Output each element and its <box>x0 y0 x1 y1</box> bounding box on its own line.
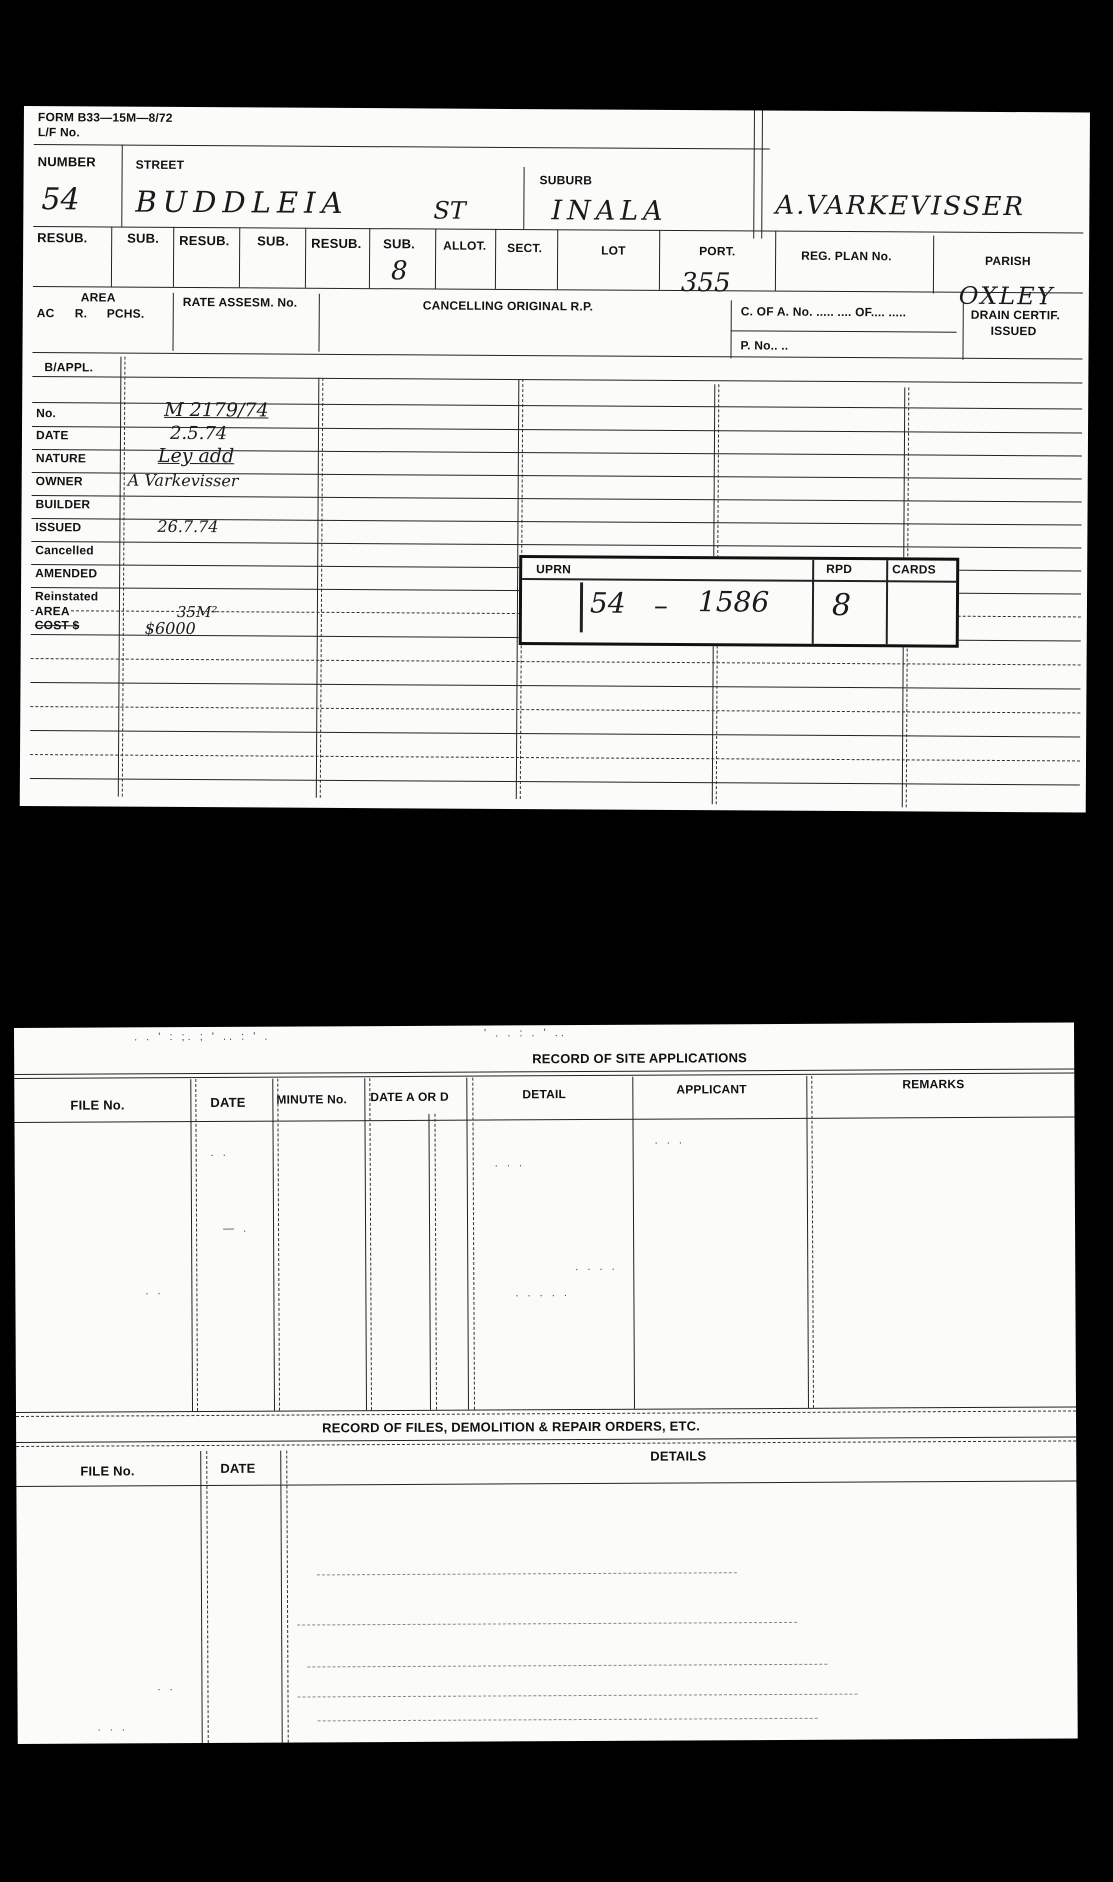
row-label-cancelled: Cancelled <box>35 543 94 558</box>
site-col-remarks: REMARKS <box>902 1077 965 1092</box>
rule <box>121 145 123 227</box>
resub-label: RESUB. <box>179 232 230 249</box>
print-speckle: . . <box>210 1146 229 1159</box>
p-no-label: P. No.. .. <box>740 338 789 353</box>
site-col-date-a-or-d: DATE A OR D <box>370 1089 449 1105</box>
uprn-value-b: 1586 <box>697 585 770 619</box>
bappl-cost-value: $6000 <box>144 618 196 639</box>
resub-label: RESUB. <box>311 235 362 252</box>
print-speckle: . . ' : ;. ; ' .. : ' . <box>134 1030 271 1044</box>
rule <box>730 300 731 358</box>
rule <box>297 1622 797 1626</box>
rule <box>434 1114 437 1410</box>
rule <box>206 1451 209 1743</box>
rule <box>466 1078 469 1410</box>
rule <box>277 1079 280 1411</box>
site-col-file-no: FILE No. <box>70 1097 125 1113</box>
row-label-nature: NATURE <box>35 451 87 466</box>
owner-top-value: A.VARKEVISSER <box>775 190 1026 223</box>
pchs-label: PCHS. <box>106 306 145 321</box>
rule <box>190 1079 193 1411</box>
port-label: PORT. <box>699 244 736 259</box>
bappl-area-value: 35M² <box>176 602 218 622</box>
rule <box>30 730 1080 737</box>
bappl-owner-value: A Varkevisser <box>127 470 239 491</box>
uprn-stamp-box <box>519 555 960 648</box>
rule <box>632 1077 635 1409</box>
site-col-detail: DETAIL <box>522 1087 567 1102</box>
parish-value: OXLEY <box>958 281 1055 311</box>
rule <box>775 231 776 291</box>
print-speckle: . . . <box>97 1721 128 1734</box>
lot-label: LOT <box>601 243 626 258</box>
site-applications-title: RECORD OF SITE APPLICATIONS <box>532 1050 748 1067</box>
row-label-cost: COST $ <box>34 618 80 633</box>
site-records-card <box>14 1022 1078 1744</box>
row-label-amended: AMENDED <box>35 566 98 581</box>
print-speckle: ' . . : . ' .. <box>484 1027 567 1040</box>
rule <box>14 1116 1074 1123</box>
sub-value: 8 <box>390 256 408 287</box>
number-label: NUMBER <box>37 154 96 170</box>
rule <box>364 1078 367 1410</box>
rule <box>280 1451 283 1743</box>
rule <box>933 236 934 294</box>
rule <box>812 560 815 644</box>
rule <box>557 229 558 289</box>
files-col-details: DETAILS <box>650 1448 707 1464</box>
print-speckle: . . . . . <box>515 1287 570 1300</box>
rule <box>111 227 112 287</box>
row-label-issued: ISSUED <box>35 520 82 535</box>
rule <box>811 1076 814 1408</box>
c-of-a-label: C. OF A. No. ..... .... OF.... ..... <box>740 304 907 320</box>
street-type-value: ST <box>433 196 466 225</box>
rule <box>317 1572 737 1575</box>
print-speckle: . . . <box>654 1134 685 1147</box>
sub-label: SUB. <box>257 233 290 249</box>
rule <box>428 1114 431 1410</box>
rule <box>523 167 524 229</box>
rule <box>32 495 1082 502</box>
rule <box>435 229 436 289</box>
files-col-file-no: FILE No. <box>80 1463 135 1479</box>
parish-label: PARISH <box>985 253 1031 269</box>
suburb-value: INALA <box>551 195 668 227</box>
sect-label: SECT. <box>507 240 543 256</box>
bappl-label: B/APPL. <box>44 360 94 375</box>
rule <box>753 110 755 238</box>
sub-label: SUB. <box>383 236 416 252</box>
rule <box>239 227 240 287</box>
rule <box>173 293 174 351</box>
rule <box>761 111 763 239</box>
print-speckle: . . . <box>494 1157 526 1170</box>
rule <box>731 330 957 332</box>
rule <box>31 541 1081 548</box>
site-col-applicant: APPLICANT <box>676 1082 747 1097</box>
row-label-reinstated: Reinstated <box>34 589 99 604</box>
files-orders-title: RECORD OF FILES, DEMOLITION & REPAIR ORDERS, ETC. <box>322 1418 701 1436</box>
rule <box>659 230 660 290</box>
row-label-builder: BUILDER <box>35 497 91 512</box>
rule <box>298 1694 858 1698</box>
print-speckle: . . <box>157 1681 176 1694</box>
site-col-minute-no: MINUTE No. <box>276 1092 348 1107</box>
suburb-label: SUBURB <box>539 173 593 188</box>
print-speckle: . . . . <box>575 1260 618 1274</box>
rule <box>30 682 1080 689</box>
form-number: FORM B33—15M—8/72 <box>37 110 173 125</box>
bappl-no-value: M 2179/74 <box>164 398 269 422</box>
row-label-no: No. <box>36 406 57 421</box>
files-col-date: DATE <box>220 1460 256 1476</box>
rule <box>369 1078 372 1410</box>
rule <box>200 1451 203 1743</box>
rpd-label: RPD <box>826 561 853 577</box>
rule <box>320 378 324 798</box>
reg-plan-label: REG. PLAN No. <box>801 248 892 264</box>
street-label: STREET <box>135 157 185 172</box>
rule <box>305 228 306 288</box>
uprn-value-a: 54 <box>589 586 626 620</box>
rule <box>318 1718 818 1722</box>
rule <box>307 1664 827 1668</box>
rule <box>32 376 1082 383</box>
number-value: 54 <box>41 182 80 218</box>
rule <box>30 778 1080 785</box>
rule <box>369 228 370 288</box>
rule <box>495 229 496 289</box>
rule <box>31 658 1081 665</box>
print-speckle: . . <box>145 1285 164 1298</box>
sub-label: SUB. <box>127 230 160 246</box>
rule <box>580 582 583 632</box>
rule <box>962 302 963 360</box>
cancelling-label: CANCELLING ORIGINAL R.P. <box>422 298 594 314</box>
uprn-dash: – <box>653 588 669 622</box>
rpd-value: 8 <box>831 587 852 624</box>
rule <box>272 1079 275 1411</box>
bappl-date-value: 2.5.74 <box>169 422 228 445</box>
rule <box>886 560 889 644</box>
allot-label: ALLOT. <box>443 238 487 253</box>
rate-assess-label: RATE ASSESM. No. <box>182 294 298 310</box>
rule <box>34 144 770 149</box>
rule <box>173 227 174 287</box>
ac-label: AC <box>36 306 55 321</box>
row-label-owner: OWNER <box>35 474 83 489</box>
bappl-nature-value: Ley add <box>157 444 235 468</box>
resub-label: RESUB. <box>37 230 88 246</box>
rule <box>319 294 320 352</box>
rule <box>472 1078 475 1410</box>
cards-label: CARDS <box>892 562 936 577</box>
print-speckle: — . <box>223 1222 250 1235</box>
r-label: R. <box>74 306 88 321</box>
row-label-area: AREA <box>34 604 70 619</box>
drain-issued-label: ISSUED <box>990 323 1037 339</box>
port-value: 355 <box>680 268 731 299</box>
site-col-date: DATE <box>210 1094 246 1110</box>
uprn-label: UPRN <box>536 562 572 577</box>
rule <box>806 1076 809 1408</box>
bappl-issued-value: 26.7.74 <box>157 516 219 537</box>
rule <box>30 706 1080 713</box>
rule <box>522 578 956 583</box>
rule <box>286 1451 289 1743</box>
row-label-date: DATE <box>35 428 69 443</box>
rule <box>195 1079 198 1411</box>
lf-number-label: L/F No. <box>37 125 80 140</box>
area-label: AREA <box>80 290 116 305</box>
building-record-card <box>20 106 1090 812</box>
rule <box>32 352 1082 359</box>
drain-certif-label: DRAIN CERTIF. <box>970 307 1061 323</box>
street-value: BUDDLEIA <box>135 184 349 220</box>
rule <box>30 754 1080 761</box>
rule <box>16 1480 1076 1487</box>
